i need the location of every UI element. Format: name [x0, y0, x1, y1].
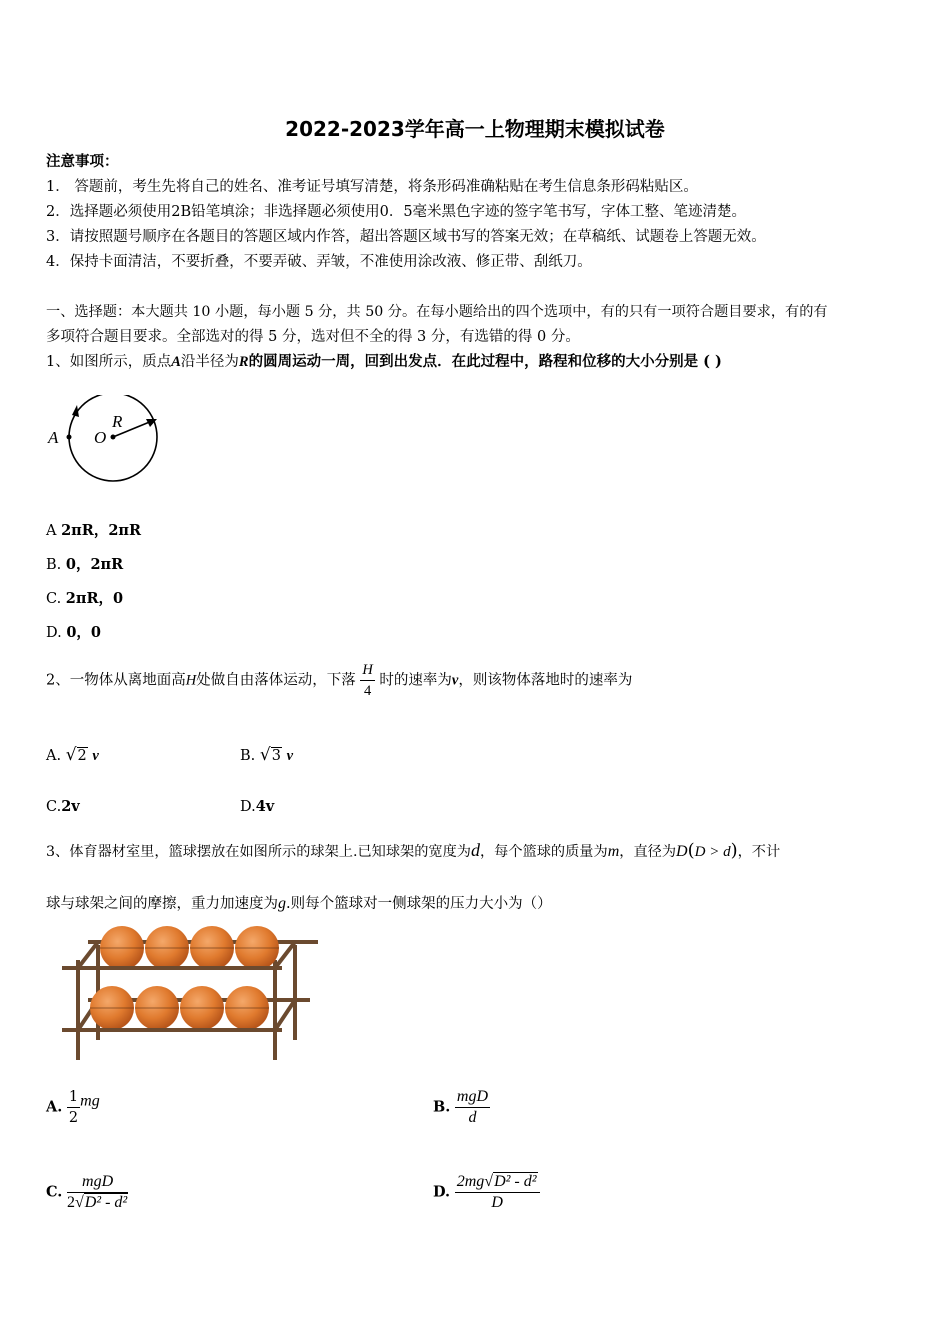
q2-fraction	[360, 660, 374, 701]
q2-var-h: H	[185, 672, 197, 689]
section-intro-line2: 多项符合题目要求。全部选对的得 5 分，选对但不全的得 3 分，有选错的得 0 分。	[46, 329, 580, 345]
q3-stem-text: ，每个篮球的质量为	[479, 844, 608, 860]
q1-option-a[interactable]	[46, 519, 141, 540]
frac-numerator: mgD	[455, 1087, 490, 1108]
option-text: 2v	[61, 798, 80, 815]
frac-denominator: 4	[363, 683, 372, 699]
option-text: 0，2πR	[65, 556, 124, 573]
q3-option-c[interactable]	[46, 1172, 128, 1213]
option-var: v	[286, 748, 293, 764]
notice-item: 3．请按照题号顺序在各题目的答题区域内作答，超出答题区域书写的答案无效；在草稿纸、试题卷上答题无效。	[46, 229, 766, 245]
q1-stem-text: 1、如图所示，质点	[46, 354, 172, 370]
radicand: D² - d²	[494, 1173, 537, 1190]
notice-item: 4．保持卡面清洁，不要折叠，不要弄破、弄皱，不准使用涂改液、修正带、刮纸刀。	[46, 254, 592, 270]
q1-option-d[interactable]	[46, 621, 101, 642]
question-2-stem	[46, 660, 632, 701]
option-key: C.	[46, 591, 66, 607]
page-title: 2022-2023学年高一上物理期末模拟试卷	[285, 117, 665, 141]
q3-var-m: m	[607, 843, 620, 860]
q2-var-v: v	[451, 672, 459, 689]
option-key: B.	[46, 557, 66, 573]
option-key: A.	[46, 1098, 63, 1116]
option-key: A.	[46, 748, 62, 764]
radicand: 3	[271, 748, 281, 764]
option-key: D.	[240, 799, 256, 815]
basketball-rack-figure	[60, 920, 322, 1065]
q2-option-d[interactable]	[240, 798, 274, 815]
option-key: B.	[433, 1098, 451, 1116]
q1-option-c[interactable]	[46, 587, 123, 608]
label-a: A	[48, 428, 59, 447]
q1-stem-text: 沿半径为	[180, 354, 239, 370]
frac-numerator: H	[360, 660, 374, 681]
q3-var-diameter: D	[676, 843, 688, 860]
circle-motion-figure	[40, 395, 170, 490]
notice-heading: 注意事项：	[46, 153, 119, 170]
option-key: D.	[46, 625, 67, 641]
q3-option-a[interactable]	[46, 1087, 100, 1128]
q2-option-a[interactable]: A. √2 v	[46, 745, 99, 765]
option-text: 4v	[255, 798, 275, 815]
label-r: R	[112, 412, 123, 431]
q3-option-b[interactable]	[433, 1087, 490, 1128]
question-3-stem-line2	[46, 894, 552, 914]
radicand: D² - d²	[84, 1194, 128, 1211]
q3-stem-text: .则每个篮球对一侧球架的压力大小为（）	[286, 896, 552, 912]
option-key: C.	[46, 799, 62, 815]
q1-var-a: A	[171, 354, 181, 370]
option-key: B.	[240, 748, 256, 764]
q3-condition: D > d	[694, 844, 731, 860]
q2-stem-text: 2、一物体从离地面高	[46, 672, 186, 689]
question-3-stem-line1: 3、体育器材室里，篮球摆放在如图所示的球架上.已知球架的宽度为d，每个篮球的质量为m，直径为D(D > d)，不计	[46, 840, 781, 861]
q3-option-d[interactable]	[433, 1172, 540, 1213]
label-o: O	[94, 428, 107, 447]
radicand: 2	[77, 748, 87, 764]
frac-numerator: mgD	[67, 1172, 128, 1193]
option-key: C.	[46, 1183, 63, 1201]
option-key: D.	[433, 1183, 451, 1201]
q2-option-b[interactable]: B. √3 v	[240, 745, 293, 765]
notice-item: 1． 答题前，考生先将自己的姓名、准考证号填写清楚，将条形码准确粘贴在考生信息条形码粘贴区。	[46, 179, 698, 195]
option-text: 2πR，2πR	[61, 522, 142, 539]
q2-option-c[interactable]	[46, 798, 80, 815]
q3-stem-text: ，不计	[737, 844, 781, 860]
point-a	[67, 435, 72, 440]
frac-num-coef: 2mg	[456, 1173, 485, 1190]
q3-stem-text: 球与球架之间的摩擦，重力加速度为	[46, 896, 278, 912]
option-text: 0，0	[66, 624, 102, 641]
q2-stem-text: 处做自由落体运动，下落	[196, 672, 356, 689]
option-fraction	[455, 1087, 490, 1128]
notice-item: 2．选择题必须使用2B铅笔填涂；非选择题必须使用0．5毫米黑色字迹的签字笔书写，字体工整、笔迹清楚。	[46, 204, 747, 220]
q3-var-g: g	[278, 895, 286, 912]
motion-arrowhead	[72, 405, 79, 417]
q1-option-b[interactable]	[46, 553, 123, 574]
q3-stem-text: ，直径为	[619, 844, 677, 860]
frac-numerator: 1	[67, 1087, 80, 1108]
frac-den-coef: 2	[66, 1194, 75, 1211]
question-1-stem	[46, 352, 722, 372]
q2-stem-text: 时的速率为	[379, 672, 452, 689]
q3-stem-text: 3、体育器材室里，篮球摆放在如图所示的球架上.已知球架的宽度为	[46, 844, 471, 860]
option-fraction: $\frac{\text{2mg√D² - d²}}{D}$	[455, 1172, 540, 1213]
frac-denominator: d	[468, 1109, 477, 1126]
option-tail: mg	[80, 1092, 100, 1110]
frac-denominator: D	[491, 1194, 503, 1211]
option-fraction: $\frac{\text{mgD}}{\text{2√D² - d²}}$	[66, 1173, 128, 1211]
option-fraction	[67, 1087, 80, 1128]
option-text: 2πR，0	[65, 590, 124, 607]
q1-var-r: R	[238, 354, 249, 370]
option-var: v	[92, 748, 99, 764]
q1-stem-text: 的圆周运动一周，回到出发点．在此过程中，路程和位移的大小分别是 ( )	[248, 353, 722, 370]
option-key: A	[46, 523, 62, 539]
frac-denominator: 2	[68, 1110, 79, 1126]
q3-var-d: d	[470, 840, 480, 860]
section-intro-line1: 一、选择题：本大题共 10 小题，每小题 5 分，共 50 分。在每小题给出的四个选项中，有的只有一项符合题目要求，有的有	[46, 304, 828, 320]
q2-stem-text: ，则该物体落地时的速率为	[458, 672, 633, 689]
